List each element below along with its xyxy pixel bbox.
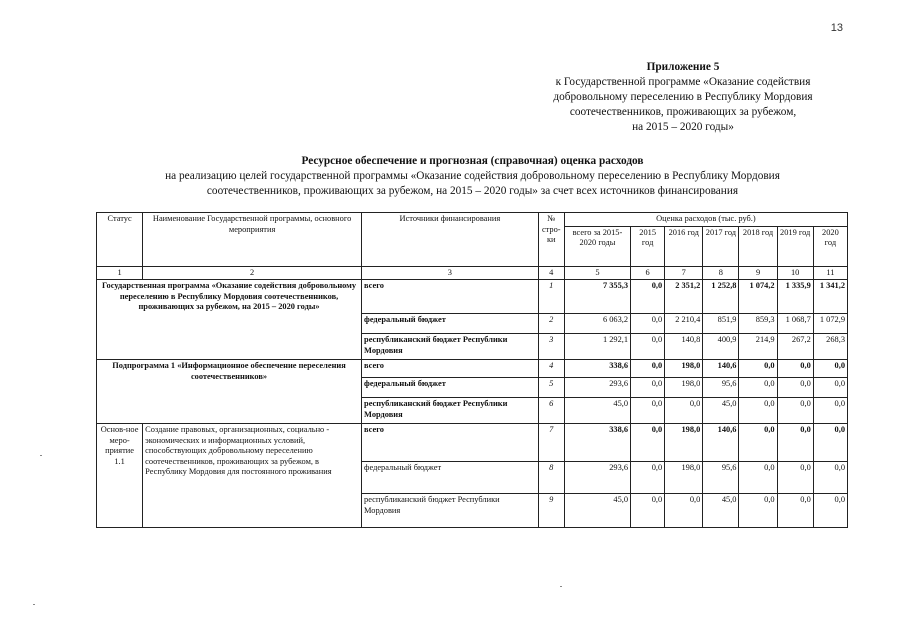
header-year: 2016 год [665, 226, 703, 266]
row-number-cell: 6 [538, 398, 564, 424]
funding-source-cell: всего [362, 424, 539, 462]
value-cell: 0,0 [777, 378, 813, 398]
scan-speck [560, 586, 562, 587]
table-header-row [97, 213, 848, 227]
value-cell: 198,0 [665, 462, 703, 494]
appendix-line: на 2015 – 2020 годы» [632, 121, 734, 133]
value-cell: 0,0 [631, 314, 665, 334]
document-title: Ресурсное обеспечение и прогнозная (справочная) оценка расходов [301, 155, 644, 167]
column-number: 1 [97, 266, 143, 280]
value-cell: 140,6 [703, 424, 739, 462]
table-row [97, 424, 848, 462]
value-cell: 0,0 [739, 378, 777, 398]
document-subtitle-line: соотечественников, проживающих за рубежом, на 2015 – 2020 годы» за счет всех источников финансирования [206, 185, 739, 197]
value-cell: 0,0 [739, 398, 777, 424]
row-number-cell: 5 [538, 378, 564, 398]
value-cell: 0,0 [631, 424, 665, 462]
value-cell: 400,9 [703, 334, 739, 360]
column-number: 10 [777, 266, 813, 280]
column-number: 9 [739, 266, 777, 280]
value-cell: 0,0 [665, 494, 703, 528]
header-source: Источники финансирования [362, 213, 539, 267]
value-cell: 0,0 [631, 334, 665, 360]
value-cell: 0,0 [813, 378, 847, 398]
value-cell: 1 252,8 [703, 280, 739, 314]
value-cell: 0,0 [777, 462, 813, 494]
appendix-title: Приложение 5 [646, 61, 720, 73]
value-cell: 0,0 [813, 424, 847, 462]
value-cell: 0,0 [631, 280, 665, 314]
value-cell: 0,0 [777, 494, 813, 528]
row-number-cell: 7 [538, 424, 564, 462]
value-cell: 0,0 [777, 398, 813, 424]
value-cell: 1 341,2 [813, 280, 847, 314]
scan-speck [40, 455, 42, 456]
column-number: 7 [665, 266, 703, 280]
value-cell: 0,0 [813, 360, 847, 378]
header-year: 2019 год [777, 226, 813, 266]
appendix-block [523, 60, 843, 135]
value-cell: 0,0 [631, 360, 665, 378]
value-cell: 293,6 [564, 462, 630, 494]
row-number-cell: 9 [538, 494, 564, 528]
appendix-line: к Государственной программе «Оказание содействия [555, 76, 811, 88]
header-row-number: № стро-ки [538, 213, 564, 267]
value-cell: 0,0 [739, 424, 777, 462]
column-number-row [97, 266, 848, 280]
row-number-cell: 3 [538, 334, 564, 360]
value-cell: 0,0 [631, 398, 665, 424]
value-cell: 95,6 [703, 462, 739, 494]
value-cell: 45,0 [564, 398, 630, 424]
funding-source-cell: республиканский бюджет Республики Мордовия [362, 494, 539, 528]
header-year: 2020 год [813, 226, 847, 266]
value-cell: 1 072,9 [813, 314, 847, 334]
program-name-cell: Создание правовых, организационных, социально - экономических и информационных условий, способствующих добровольному переселению соотечественников, проживающих за рубежом, в Республику Мордовия для постоянного проживания [143, 424, 362, 528]
value-cell: 267,2 [777, 334, 813, 360]
status-cell: Основ-ное меро-приятие 1.1 [97, 424, 143, 528]
scan-speck [33, 604, 35, 605]
funding-source-cell: всего [362, 280, 539, 314]
value-cell: 45,0 [703, 494, 739, 528]
header-year: 2015 год [631, 226, 665, 266]
value-cell: 7 355,3 [564, 280, 630, 314]
value-cell: 1 292,1 [564, 334, 630, 360]
page-number: 13 [830, 22, 843, 34]
value-cell: 0,0 [631, 494, 665, 528]
table-row [97, 280, 848, 314]
funding-source-cell: республиканский бюджет Республики Мордовия [362, 334, 539, 360]
appendix-line: соотечественников, проживающих за рубежом, [569, 106, 797, 118]
funding-source-cell: всего [362, 360, 539, 378]
value-cell: 268,3 [813, 334, 847, 360]
value-cell: 859,3 [739, 314, 777, 334]
header-name: Наименование Государственной программы, основного мероприятия [143, 213, 362, 267]
value-cell: 1 068,7 [777, 314, 813, 334]
row-number-cell: 1 [538, 280, 564, 314]
column-number: 6 [631, 266, 665, 280]
column-number: 5 [564, 266, 630, 280]
value-cell: 0,0 [813, 494, 847, 528]
table-row [97, 360, 848, 378]
column-number: 2 [143, 266, 362, 280]
value-cell: 214,9 [739, 334, 777, 360]
value-cell: 198,0 [665, 424, 703, 462]
value-cell: 338,6 [564, 424, 630, 462]
header-total: всего за 2015-2020 годы [564, 226, 630, 266]
value-cell: 0,0 [631, 462, 665, 494]
document-heading [80, 154, 865, 199]
value-cell: 2 210,4 [665, 314, 703, 334]
value-cell: 2 351,2 [665, 280, 703, 314]
value-cell: 0,0 [739, 494, 777, 528]
value-cell: 45,0 [703, 398, 739, 424]
row-number-cell: 2 [538, 314, 564, 334]
value-cell: 0,0 [777, 424, 813, 462]
header-year: 2018 год [739, 226, 777, 266]
value-cell: 0,0 [631, 378, 665, 398]
value-cell: 293,6 [564, 378, 630, 398]
program-name-cell: Государственная программа «Оказание содействия добровольному переселению в Республику Мордовия соотечественников, проживающих за рубежом, на 2015 – 2020 годы» [97, 280, 362, 360]
value-cell: 0,0 [665, 398, 703, 424]
document-subtitle-line: на реализацию целей государственной программы «Оказание содействия добровольному переселению в Республику Мордовия [165, 170, 780, 182]
funding-source-cell: федеральный бюджет [362, 314, 539, 334]
value-cell: 198,0 [665, 360, 703, 378]
row-number-cell: 8 [538, 462, 564, 494]
column-number: 4 [538, 266, 564, 280]
value-cell: 140,8 [665, 334, 703, 360]
value-cell: 338,6 [564, 360, 630, 378]
value-cell: 0,0 [739, 462, 777, 494]
header-year: 2017 год [703, 226, 739, 266]
value-cell: 1 074,2 [739, 280, 777, 314]
row-number-cell: 4 [538, 360, 564, 378]
appendix-line: добровольному переселению в Республику Мордовия [553, 91, 813, 103]
value-cell: 0,0 [777, 360, 813, 378]
value-cell: 95,6 [703, 378, 739, 398]
budget-table [96, 212, 848, 528]
column-number: 11 [813, 266, 847, 280]
value-cell: 6 063,2 [564, 314, 630, 334]
header-estimate: Оценка расходов (тыс. руб.) [564, 213, 847, 227]
value-cell: 0,0 [739, 360, 777, 378]
value-cell: 1 335,9 [777, 280, 813, 314]
funding-source-cell: федеральный бюджет [362, 462, 539, 494]
value-cell: 140,6 [703, 360, 739, 378]
column-number: 8 [703, 266, 739, 280]
header-status: Статус [97, 213, 143, 267]
value-cell: 198,0 [665, 378, 703, 398]
value-cell: 0,0 [813, 398, 847, 424]
value-cell: 45,0 [564, 494, 630, 528]
value-cell: 851,9 [703, 314, 739, 334]
funding-source-cell: федеральный бюджет [362, 378, 539, 398]
column-number: 3 [362, 266, 539, 280]
program-name-cell: Подпрограмма 1 «Информационное обеспечение переселения соотечественников» [97, 360, 362, 424]
value-cell: 0,0 [813, 462, 847, 494]
funding-source-cell: республиканский бюджет Республики Мордовия [362, 398, 539, 424]
